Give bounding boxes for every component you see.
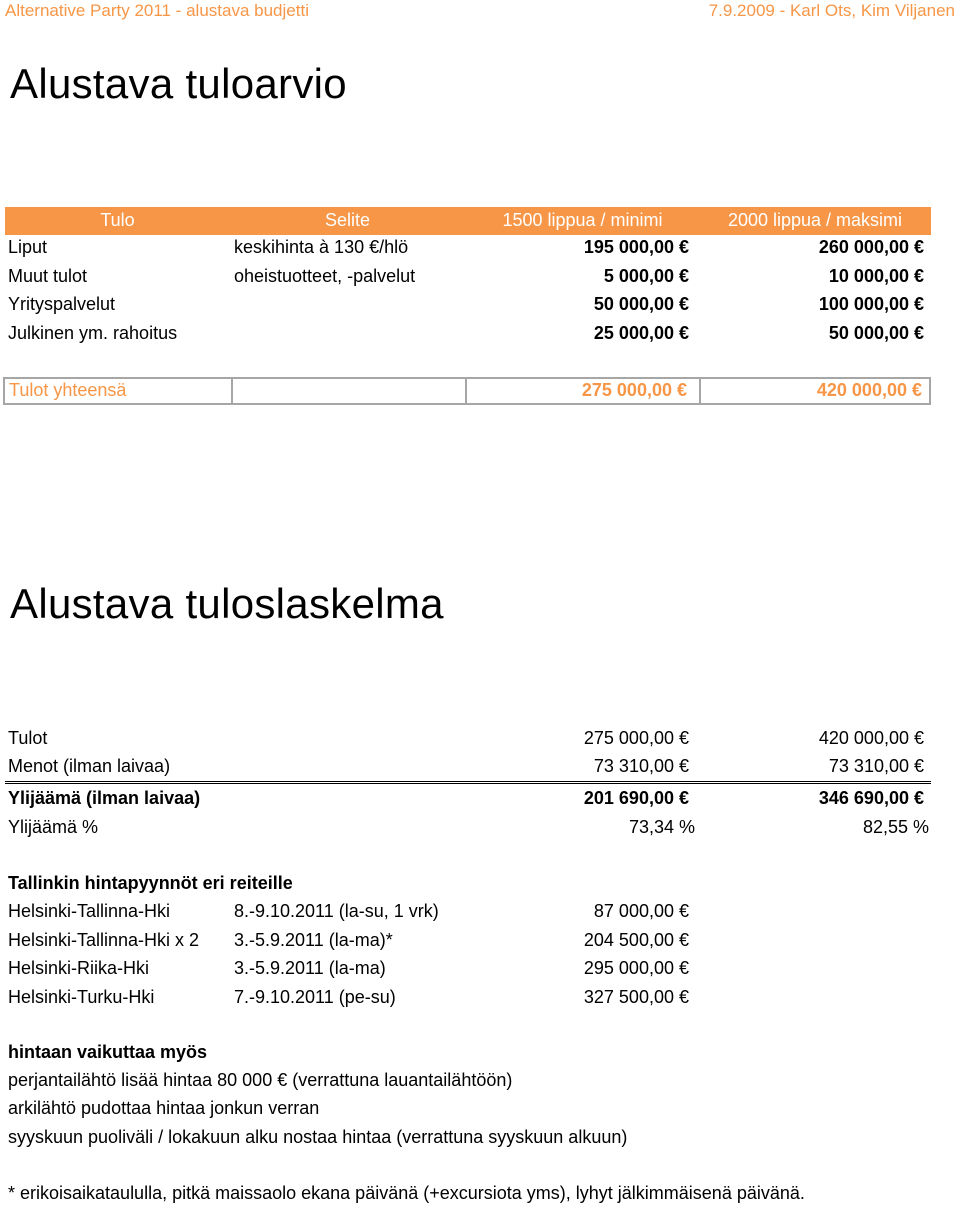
notes-heading: hintaan vaikuttaa myös <box>8 1042 208 1062</box>
tallink-dates: 7.-9.10.2011 (pe-su) <box>234 987 396 1007</box>
income-name: Yrityspalvelut <box>8 294 116 314</box>
income-total-row <box>3 377 931 405</box>
tallink-route: Helsinki-Tallinna-Hki <box>8 901 171 921</box>
header-date-authors: 7.9.2009 - Karl Ots, Kim Viljanen <box>708 1 955 20</box>
income-title: Alustava tuloarvio <box>10 60 347 107</box>
income-row <box>5 264 931 292</box>
surplus-pct-min: 73,34 % <box>628 817 695 837</box>
tallink-price: 295 000,00 € <box>584 958 689 979</box>
income-min: 50 000,00 € <box>594 294 689 315</box>
income-max: 260 000,00 € <box>819 237 924 258</box>
surplus-label: Ylijäämä (ilman laivaa) <box>8 788 201 808</box>
surplus-pct-label: Ylijäämä % <box>8 817 99 837</box>
tallink-route: Helsinki-Tallinna-Hki x 2 <box>8 930 200 950</box>
statement-title: Alustava tuloslaskelma <box>10 580 444 627</box>
tallink-row <box>5 928 931 956</box>
note-line: arkilähtö pudottaa hintaa jonkun verran <box>8 1098 320 1118</box>
col-header-max: 2000 lippua / maksimi <box>727 210 903 230</box>
tallink-dates: 8.-9.10.2011 (la-su, 1 vrk) <box>234 901 439 921</box>
col-header-min: 1500 lippua / minimi <box>502 210 663 230</box>
income-row <box>5 235 931 263</box>
income-name: Liput <box>8 237 48 257</box>
tallink-row <box>5 899 931 927</box>
income-row <box>5 321 931 349</box>
statement-max: 420 000,00 € <box>819 728 924 749</box>
income-name: Muut tulot <box>8 266 88 286</box>
income-desc: keskihinta à 130 €/hlö <box>234 237 409 257</box>
income-max: 100 000,00 € <box>819 294 924 315</box>
income-table-header <box>5 207 931 235</box>
tallink-price: 87 000,00 € <box>594 901 689 922</box>
income-min: 5 000,00 € <box>604 266 689 287</box>
tallink-route: Helsinki-Turku-Hki <box>8 987 155 1007</box>
income-desc: oheistuotteet, -palvelut <box>234 266 416 286</box>
surplus-pct-row <box>5 815 931 843</box>
income-max: 10 000,00 € <box>829 266 924 287</box>
income-total-min: 275 000,00 € <box>582 380 687 401</box>
income-row <box>5 292 931 320</box>
note-line: syyskuun puoliväli / lokakuun alku nostaa hintaa (verrattuna syyskuun alkuun) <box>8 1127 628 1147</box>
statement-row <box>5 754 931 782</box>
income-total-label: Tulot yhteensä <box>9 380 127 400</box>
footnote: * erikoisaikataululla, pitkä maissaolo ekana päivänä (+excursiota yms), lyhyt jälkimmäisenä päivänä. <box>8 1183 805 1203</box>
tallink-price: 204 500,00 € <box>584 930 689 951</box>
statement-row <box>5 726 931 754</box>
header-document-title: Alternative Party 2011 - alustava budjetti <box>5 1 309 20</box>
double-underline <box>5 781 931 784</box>
income-min: 25 000,00 € <box>594 323 689 344</box>
col-header-tulo: Tulo <box>100 210 135 230</box>
surplus-row <box>5 786 931 814</box>
statement-min: 275 000,00 € <box>584 728 689 749</box>
income-min: 195 000,00 € <box>584 237 689 258</box>
tallink-dates: 3.-5.9.2011 (la-ma)* <box>234 930 393 950</box>
note-line: perjantailähtö lisää hintaa 80 000 € (verrattuna lauantailähtöön) <box>8 1070 513 1090</box>
income-name: Julkinen ym. rahoitus <box>8 323 178 343</box>
statement-name: Tulot <box>8 728 48 748</box>
statement-name: Menot (ilman laivaa) <box>8 756 171 776</box>
tallink-dates: 3.-5.9.2011 (la-ma) <box>234 958 386 978</box>
tallink-price: 327 500,00 € <box>584 987 689 1008</box>
tallink-row <box>5 956 931 984</box>
col-header-selite: Selite <box>324 210 371 230</box>
surplus-max: 346 690,00 € <box>819 788 924 809</box>
statement-max: 73 310,00 € <box>829 756 924 777</box>
surplus-pct-max: 82,55 % <box>862 817 929 837</box>
income-total-max: 420 000,00 € <box>817 380 922 401</box>
tallink-route: Helsinki-Riika-Hki <box>8 958 150 978</box>
tallink-heading: Tallinkin hintapyynnöt eri reiteille <box>8 873 293 893</box>
surplus-min: 201 690,00 € <box>584 788 689 809</box>
page-header <box>0 0 960 26</box>
income-max: 50 000,00 € <box>829 323 924 344</box>
tallink-row <box>5 985 931 1013</box>
statement-min: 73 310,00 € <box>594 756 689 777</box>
